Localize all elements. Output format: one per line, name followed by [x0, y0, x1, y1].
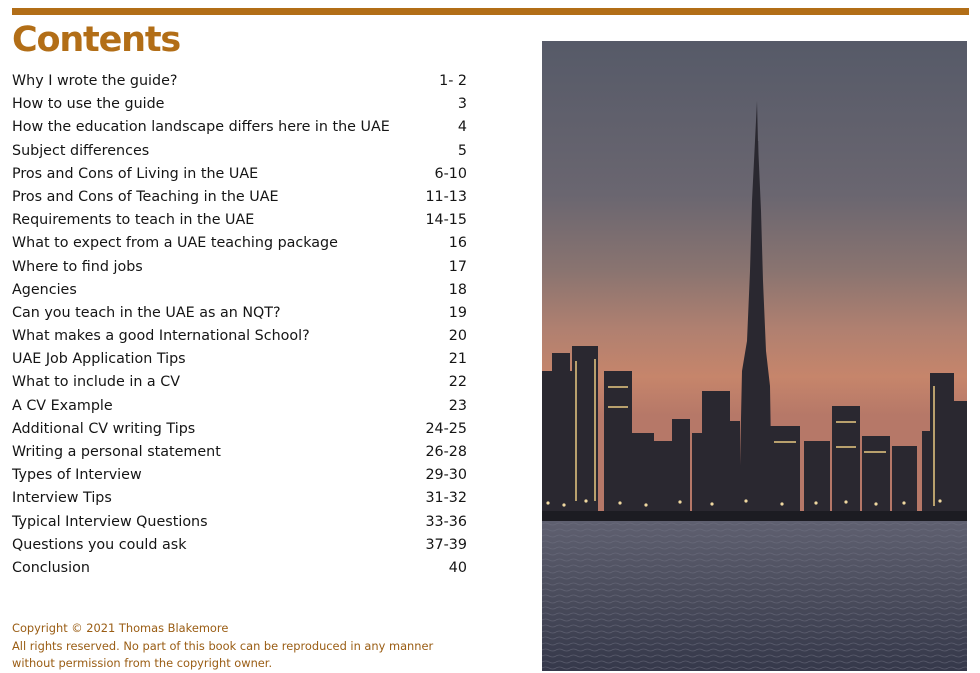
toc-entry-label: Why I wrote the guide? [12, 73, 178, 89]
toc-entry [12, 371, 467, 394]
toc-entry-label: What to include in a CV [12, 374, 180, 391]
toc-entry-label: Questions you could ask [12, 536, 187, 553]
toc-entry-label: What makes a good International School? [12, 328, 310, 345]
toc-entry-pages: 31-32 [425, 490, 467, 507]
toc-entry-pages: 37-39 [425, 536, 467, 553]
toc-entry [12, 116, 467, 139]
toc-entry [12, 441, 467, 464]
toc-entry-label: Pros and Cons of Living in the UAE [12, 165, 259, 182]
toc-entry [12, 487, 467, 510]
page-title: Contents [12, 20, 180, 60]
toc-entry [12, 325, 467, 348]
top-rule [12, 8, 969, 15]
toc-entry [12, 279, 467, 302]
toc-entry [12, 186, 467, 209]
toc-entry-label: Pros and Cons of Teaching in the UAE [12, 188, 279, 205]
toc-entry-label: Additional CV writing Tips [12, 420, 196, 437]
toc-entry [12, 511, 467, 534]
toc-entry-pages: 18 [448, 281, 467, 298]
toc-entry [12, 418, 467, 441]
toc-entry-pages: 6-10 [434, 165, 467, 182]
toc-entry-pages: 17 [448, 258, 467, 275]
toc-entry-label: How the education landscape differs here in the UAE [12, 119, 390, 136]
toc-entry-pages: 3 [457, 96, 467, 113]
permission-line: without permission from the copyright owner. [12, 656, 273, 670]
toc-entry-label: How to use the guide [12, 96, 165, 113]
toc-entry [12, 256, 467, 279]
toc-entry-pages: 14-15 [425, 212, 467, 229]
toc-entry-pages: 22 [448, 374, 467, 391]
toc-entry-pages: 26-28 [425, 444, 467, 460]
toc-entry-pages: 21 [448, 351, 467, 368]
toc-entry-label: Where to find jobs [12, 258, 143, 275]
toc-entry [12, 163, 467, 186]
toc-entry-label: Agencies [12, 281, 77, 298]
toc-entry-pages: 19 [448, 304, 467, 321]
toc-entry [12, 348, 467, 371]
toc-entry [12, 395, 467, 418]
table-of-contents [12, 70, 467, 580]
toc-entry-pages: 33-36 [425, 513, 467, 530]
toc-entry-pages: 24-25 [425, 420, 467, 437]
toc-entry-label: UAE Job Application Tips [12, 351, 186, 368]
toc-entry-label: Writing a personal statement [12, 444, 221, 460]
toc-entry-pages: 20 [448, 328, 467, 345]
toc-entry [12, 209, 467, 232]
toc-entry-label: Can you teach in the UAE as an NQT? [12, 304, 281, 321]
toc-entry [12, 557, 467, 580]
toc-entry-pages: 1- 2 [439, 73, 467, 89]
toc-entry-label: Subject differences [12, 142, 150, 159]
toc-entry [12, 93, 467, 116]
toc-entry-label: Interview Tips [12, 490, 112, 507]
toc-entry [12, 140, 467, 163]
toc-entry-pages: 23 [448, 397, 467, 414]
rights-line: All rights reserved. No part of this book can be reproduced in any manner [12, 638, 434, 653]
toc-entry-pages: 29-30 [425, 467, 467, 484]
toc-entry [12, 534, 467, 557]
dubai-skyline-photo [542, 41, 967, 671]
toc-entry-pages: 40 [448, 559, 467, 576]
toc-entry-pages: 5 [457, 142, 467, 159]
toc-entry [12, 464, 467, 487]
toc-entry-pages: 16 [448, 235, 467, 252]
toc-entry-label: Conclusion [12, 559, 90, 576]
toc-entry [12, 232, 467, 255]
toc-entry [12, 70, 467, 93]
toc-entry-pages: 4 [457, 119, 467, 136]
copyright-notice [12, 620, 512, 673]
toc-entry [12, 302, 467, 325]
toc-entry-label: What to expect from a UAE teaching package [12, 235, 338, 252]
toc-entry-label: Typical Interview Questions [12, 513, 208, 530]
toc-entry-pages: 11-13 [425, 188, 467, 205]
toc-entry-label: Types of Interview [12, 467, 142, 484]
toc-entry-label: Requirements to teach in the UAE [12, 212, 255, 229]
copyright-line: Copyright © 2021 Thomas Blakemore [12, 621, 229, 635]
toc-entry-label: A CV Example [12, 397, 113, 414]
